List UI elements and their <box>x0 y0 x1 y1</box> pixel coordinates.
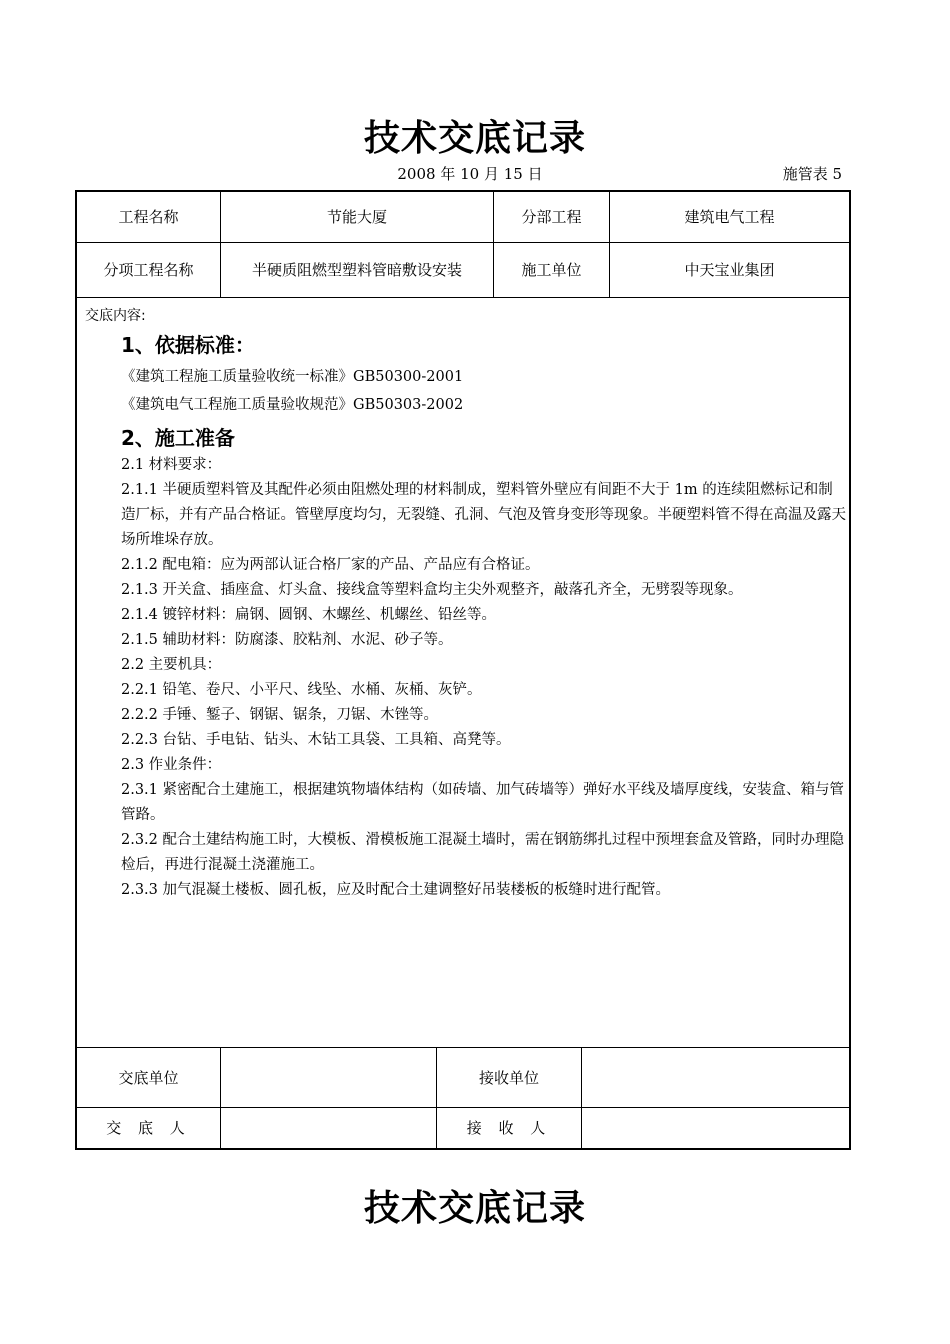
paragraph: 2.2.3 台钻、手电钻、钻头、木钻工具袋、工具箱、高凳等。 <box>121 732 511 748</box>
content-label: 交底内容: <box>85 308 146 324</box>
subitem-value: 半硬质阻燃型塑料管暗敷设安装 <box>221 242 494 297</box>
issuer-unit-value <box>221 1047 437 1107</box>
contractor-label: 施工单位 <box>494 242 610 297</box>
section-heading-preparation: 2、施工准备 <box>121 426 235 450</box>
project-name-value: 节能大厦 <box>221 192 494 242</box>
receiver-label: 接 收 人 <box>437 1107 582 1148</box>
division-value: 建筑电气工程 <box>610 192 850 242</box>
project-info-table <box>77 192 849 298</box>
disclosure-content <box>77 297 849 1049</box>
contractor-value: 中天宝业集团 <box>610 242 850 297</box>
standard-line: 《建筑电气工程施工质量验收规范》GB50303-2002 <box>121 397 464 413</box>
document-title-repeat: 技术交底记录 <box>363 1188 586 1229</box>
paragraph: 2.3 作业条件： <box>121 757 222 773</box>
paragraph: 2.2.2 手锤、錾子、钢锯、锯条，刀锯、木锉等。 <box>121 707 439 723</box>
signature-table <box>77 1047 849 1149</box>
division-label: 分部工程 <box>494 192 610 242</box>
receiver-unit-value <box>582 1047 850 1107</box>
form-number: 施管表 5 <box>782 165 842 183</box>
paragraph: 2.1.1 半硬质塑料管及其配件必须由阻燃处理的材料制成，塑料管外壁应有间距不大于 1m 的连续阻燃标记和制造厂标，并有产品合格证。管壁厚度均匀，无裂缝、孔洞、气泡及管身变形等现象。半硬塑料管不得在高温及露天场所堆垛存放。 <box>121 482 846 548</box>
paragraph: 2.1 材料要求： <box>121 457 222 473</box>
paragraph: 2.3.3 加气混凝土楼板、圆孔板，应及时配合土建调整好吊装楼板的板缝时进行配管。 <box>121 882 671 898</box>
subitem-label: 分项工程名称 <box>77 242 221 297</box>
standard-line: 《建筑工程施工质量验收统一标准》GB50300-2001 <box>121 369 464 385</box>
document-title: 技术交底记录 <box>363 118 586 159</box>
issuer-unit-label: 交底单位 <box>77 1047 221 1107</box>
issuer-value <box>221 1107 437 1148</box>
paragraph: 2.1.4 镀锌材料：扁钢、圆钢、木螺丝、机螺丝、铅丝等。 <box>121 607 497 623</box>
paragraph: 2.1.3 开关盒、插座盒、灯头盒、接线盒等塑料盒均主尖外观整齐，敲落孔齐全，无劈裂等现象。 <box>121 582 743 598</box>
disclosure-form <box>75 190 851 1150</box>
section-heading-standards: 1、依据标准： <box>121 333 255 357</box>
paragraph: 2.1.2 配电箱：应为两部认证合格厂家的产品、产品应有合格证。 <box>121 557 540 573</box>
issuer-label: 交 底 人 <box>77 1107 221 1148</box>
project-name-label: 工程名称 <box>77 192 221 242</box>
date: 2008 年 10 月 15 日 <box>397 165 543 183</box>
paragraph: 2.1.5 辅助材料：防腐漆、胶粘剂、水泥、砂子等。 <box>121 632 453 648</box>
paragraph: 2.3.1 紧密配合土建施工，根据建筑物墙体结构（如砖墙、加气砖墙等）弹好水平线及墙厚度线，安装盒、箱与管管路。 <box>121 782 844 823</box>
paragraph: 2.2 主要机具： <box>121 657 222 673</box>
receiver-value <box>582 1107 850 1148</box>
paragraph: 2.2.1 铅笔、卷尺、小平尺、线坠、水桶、灰桶、灰铲。 <box>121 682 482 698</box>
receiver-unit-label: 接收单位 <box>437 1047 582 1107</box>
paragraph: 2.3.2 配合土建结构施工时，大模板、滑模板施工混凝土墙时，需在钢筋绑扎过程中预埋套盒及管路，同时办理隐检后，再进行混凝土浇灌施工。 <box>121 832 844 873</box>
